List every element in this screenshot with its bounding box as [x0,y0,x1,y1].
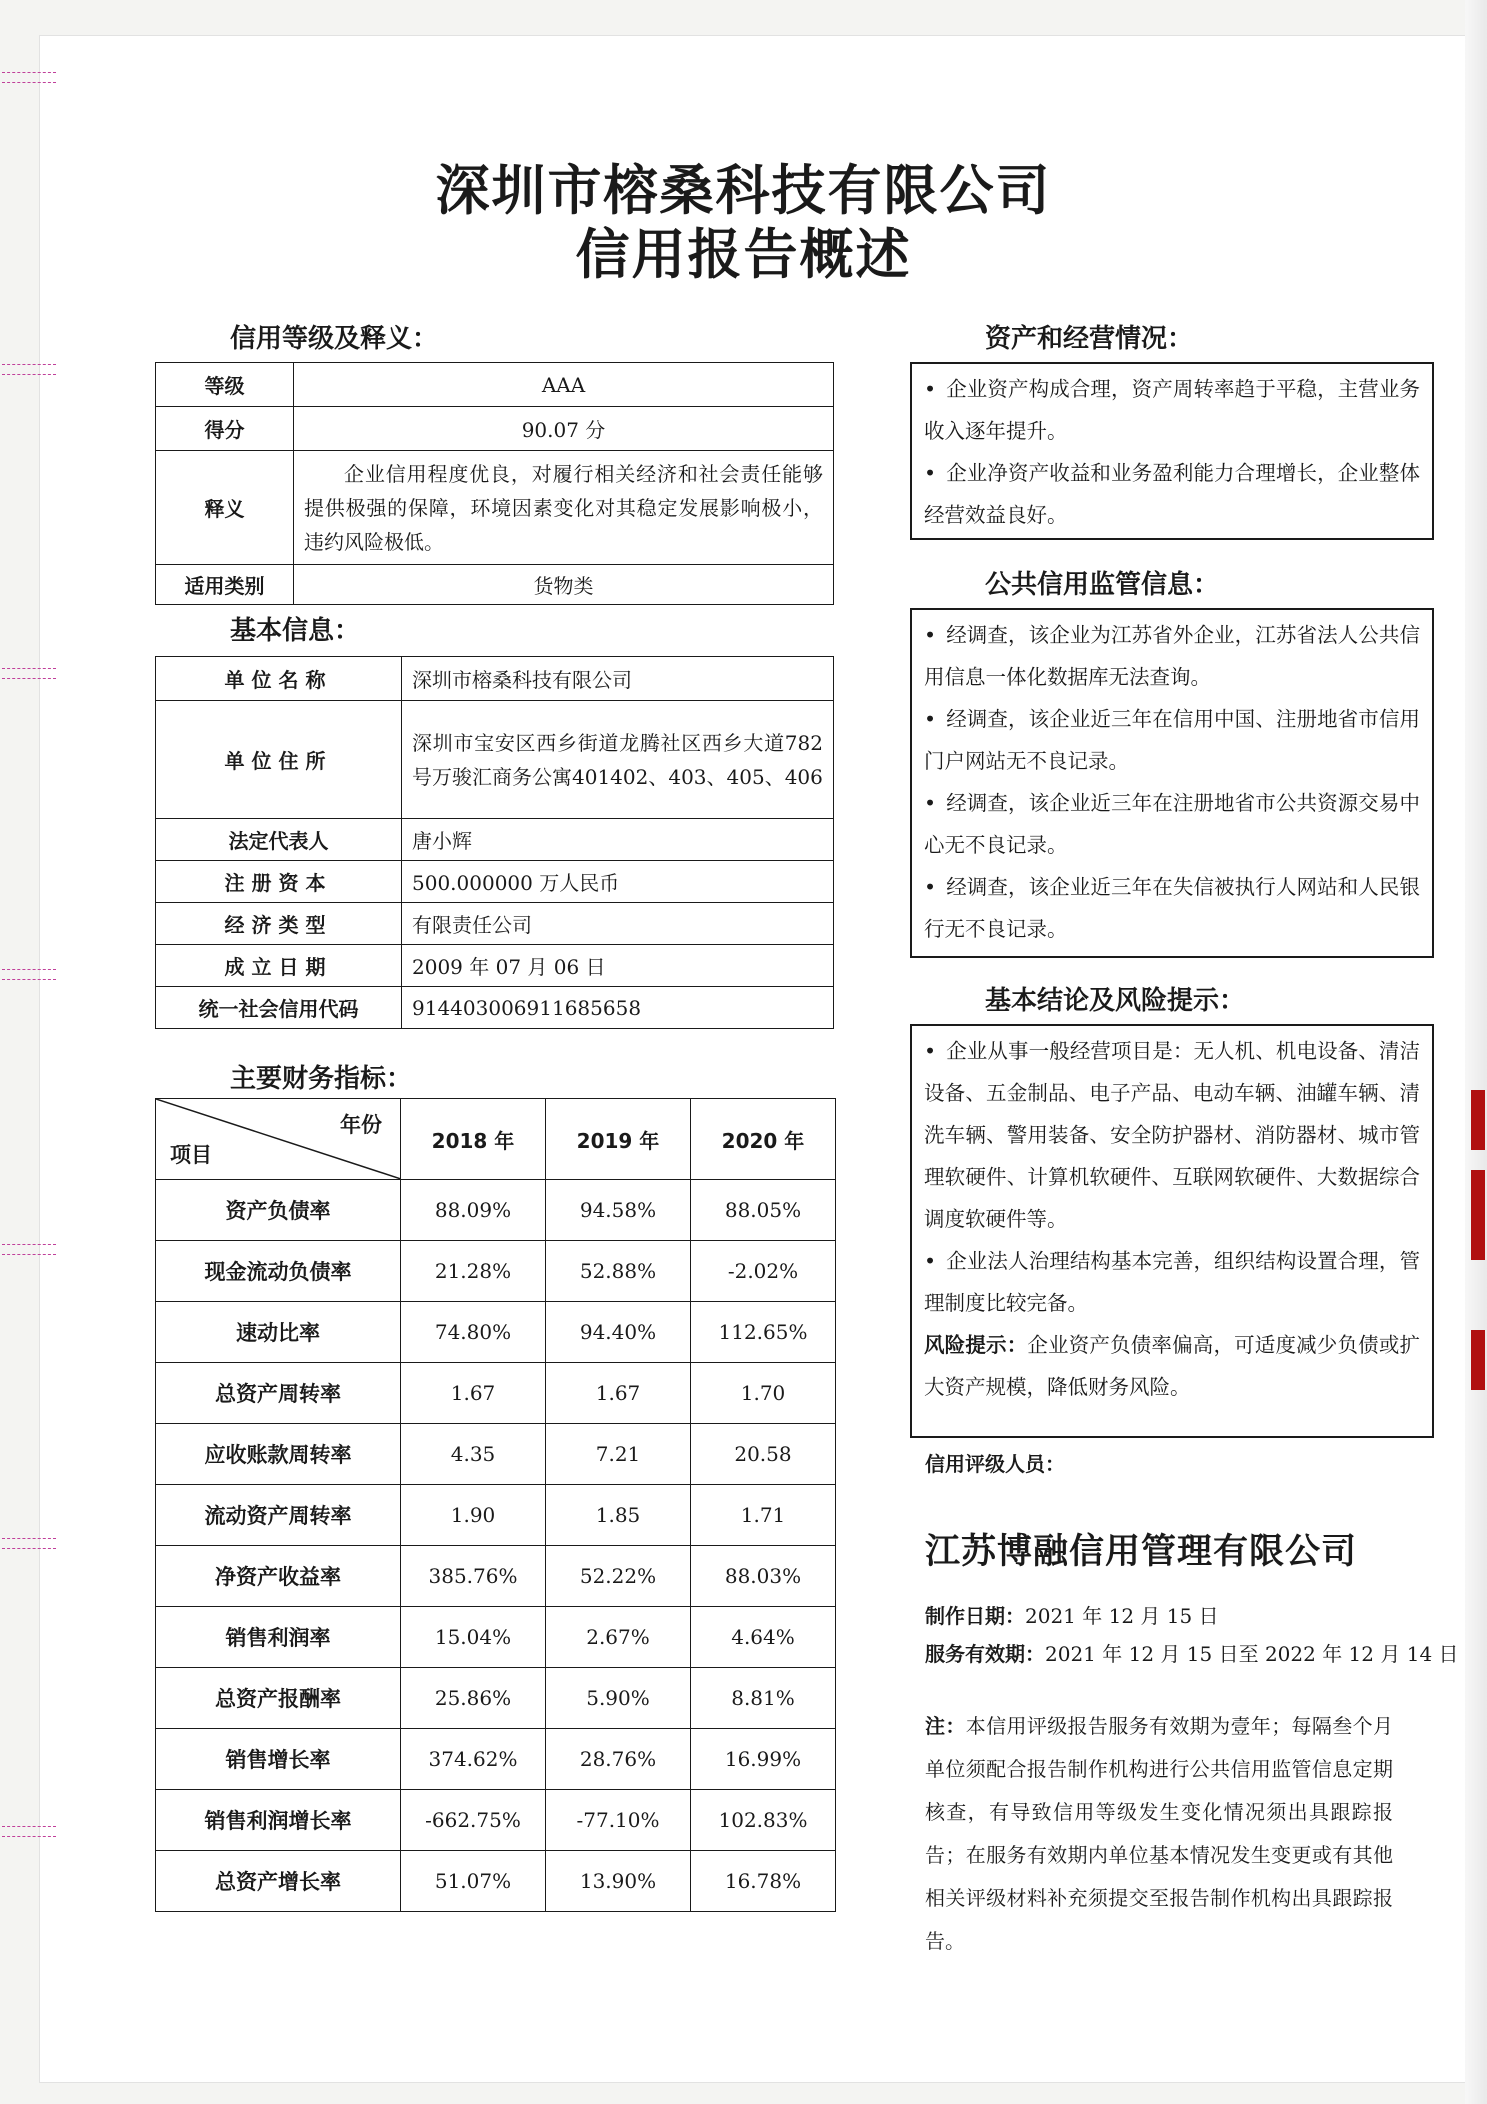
meaning-label: 释义 [156,451,294,565]
table-row [156,1668,836,1729]
validity-line [925,1638,1459,1667]
indicator-value: 88.05% [691,1180,836,1241]
indicator-value: 1.71 [691,1485,836,1546]
year-header: 2020 年 [691,1099,836,1180]
scanner-edge [1465,0,1487,2104]
category-value: 货物类 [294,565,834,605]
public-bullet-1: 经调查，该企业为江苏省外企业，江苏省法人公共信用信息一体化数据库无法查询。 [924,623,1420,689]
indicator-value: 7.21 [546,1424,691,1485]
risk-paragraph [924,1324,1420,1408]
footnote-label: 注： [925,1714,966,1738]
indicator-value: 1.70 [691,1363,836,1424]
indicator-value: 28.76% [546,1729,691,1790]
credit-grade-heading: 信用等级及释义： [230,324,439,354]
indicator-label: 现金流动负债率 [156,1241,401,1302]
capital-label: 注册资本 [156,861,402,903]
year-header: 2019 年 [546,1099,691,1180]
indicator-label: 净资产收益率 [156,1546,401,1607]
indicator-value: 21.28% [401,1241,546,1302]
indicator-value: 25.86% [401,1668,546,1729]
indicator-label: 总资产周转率 [156,1363,401,1424]
indicator-label: 速动比率 [156,1302,401,1363]
table-row [156,1363,836,1424]
table-row [156,1424,836,1485]
table-row [156,1485,836,1546]
meaning-row [156,451,834,565]
credit-grade-table [155,362,834,605]
indicator-value: 51.07% [401,1851,546,1912]
indicator-value: -77.10% [546,1790,691,1851]
footnote [925,1705,1393,1963]
indicator-value: 374.62% [401,1729,546,1790]
category-row [156,565,834,605]
econ-type-value: 有限责任公司 [402,903,834,945]
year-header: 2018 年 [401,1099,546,1180]
indicator-value: 20.58 [691,1424,836,1485]
indicator-value: 1.85 [546,1485,691,1546]
list-item: • 企业资产构成合理，资产周转率趋于平稳，主营业务收入逐年提升。 [924,377,1420,443]
grade-value: AAA [294,363,834,407]
indicator-label: 销售利润率 [156,1607,401,1668]
basic-info-table [155,656,834,1029]
financial-heading: 主要财务指标： [230,1064,413,1094]
basic-row [156,861,834,903]
assets-box [910,362,1434,540]
financial-rows [156,1180,836,1912]
founded-value: 2009 年 07 月 06 日 [402,945,834,987]
indicator-value: 8.81% [691,1668,836,1729]
list-item: • 经调查，该企业近三年在信用中国、注册地省市信用门户网站无不良记录。 [924,707,1420,773]
validity-value: 2021 年 12 月 15 日至 2022 年 12 月 14 日 [1045,1642,1459,1666]
risk-text: 企业资产负债率偏高，可适度减少负债或扩大资产规模，降低财务风险。 [924,1333,1421,1399]
indicator-label: 资产负债率 [156,1180,401,1241]
meaning-value: 企业信用程度优良，对履行相关经济和社会责任能够提供极强的保障，环境因素变化对其稳定发展影响极小，违约风险极低。 [294,451,834,565]
public-bullet-4: 经调查，该企业近三年在失信被执行人网站和人民银行无不良记录。 [924,875,1420,941]
list-item: • 企业净资产收益和业务盈利能力合理增长，企业整体经营效益良好。 [924,461,1420,527]
basic-row [156,701,834,819]
score-row [156,407,834,451]
indicator-value: 4.35 [401,1424,546,1485]
table-row [156,1729,836,1790]
name-value: 深圳市榕桑科技有限公司 [402,657,834,701]
indicator-value: 13.90% [546,1851,691,1912]
basic-row [156,945,834,987]
validity-label: 服务有效期： [925,1642,1045,1666]
diagonal-header-cell [156,1099,401,1180]
punch-hole-margin [0,0,60,2104]
list-item: • 经调查，该企业近三年在失信被执行人网站和人民银行无不良记录。 [924,875,1420,941]
assets-heading: 资产和经营情况： [985,324,1194,354]
indicator-value: 94.40% [546,1302,691,1363]
table-row [156,1607,836,1668]
risk-label: 风险提示： [924,1333,1028,1357]
public-bullet-2: 经调查，该企业近三年在信用中国、注册地省市信用门户网站无不良记录。 [924,707,1420,773]
table-row [156,1180,836,1241]
indicator-value: 74.80% [401,1302,546,1363]
indicator-label: 流动资产周转率 [156,1485,401,1546]
raters-label: 信用评级人员： [925,1452,1065,1476]
legal-rep-label: 法定代表人 [156,819,402,861]
capital-value: 500.000000 万人民币 [402,861,834,903]
footnote-text: 本信用评级报告服务有效期为壹年；每隔叁个月单位须配合报告制作机构进行公共信用监管信息定期核查，有导致信用等级发生变化情况须出具跟踪报告；在服务有效期内单位基本情况发生变更或有其他相关评级材料补充须提交至报告制作机构出具跟踪报告。 [925,1714,1394,1953]
public-credit-heading: 公共信用监管信息： [985,570,1220,600]
founded-label: 成立日期 [156,945,402,987]
report-title-line1: 深圳市榕桑科技有限公司 [435,158,1052,222]
basic-info-heading: 基本信息： [230,616,361,646]
table-row [156,1546,836,1607]
econ-type-label: 经济类型 [156,903,402,945]
score-value: 90.07 分 [294,407,834,451]
list-item: • 企业法人治理结构基本完善，组织结构设置合理，管理制度比较完备。 [924,1249,1420,1315]
indicator-value: 1.90 [401,1485,546,1546]
issuer-company: 江苏博融信用管理有限公司 [925,1532,1358,1572]
indicator-value: 1.67 [546,1363,691,1424]
indicator-value: 1.67 [401,1363,546,1424]
list-item: • 企业从事一般经营项目是：无人机、机电设备、清洁设备、五金制品、电子产品、电动车辆、油罐车辆、清洗车辆、警用装备、安全防护器材、消防器材、城市管理软硬件、计算机软硬件、互联网软硬件、大数据综合调度软硬件等。 [924,1039,1420,1231]
indicator-value: 4.64% [691,1607,836,1668]
conclusion-heading: 基本结论及风险提示： [985,986,1246,1016]
indicator-value: -2.02% [691,1241,836,1302]
indicator-label: 总资产增长率 [156,1851,401,1912]
indicator-value: 16.99% [691,1729,836,1790]
report-title-line2: 信用报告概述 [575,222,912,286]
indicator-value: 52.88% [546,1241,691,1302]
made-date-line [925,1600,1219,1629]
table-row [156,1790,836,1851]
address-label: 单位住所 [156,701,402,819]
made-date-label: 制作日期： [925,1604,1025,1628]
indicator-value: 15.04% [401,1607,546,1668]
indicator-label: 销售利润增长率 [156,1790,401,1851]
indicator-value: 385.76% [401,1546,546,1607]
score-label: 得分 [156,407,294,451]
indicator-value: 88.03% [691,1546,836,1607]
address-value: 深圳市宝安区西乡街道龙腾社区西乡大道782号万骏汇商务公寓401402、403、405、406 [402,701,834,819]
public-bullet-3: 经调查，该企业近三年在注册地省市公共资源交易中心无不良记录。 [924,791,1420,857]
indicator-label: 应收账款周转率 [156,1424,401,1485]
assets-bullet-2: 企业净资产收益和业务盈利能力合理增长，企业整体经营效益良好。 [924,461,1420,527]
financial-header-row [156,1099,836,1180]
header-year-label: 年份 [340,1113,382,1137]
legal-rep-value: 唐小辉 [402,819,834,861]
made-date-value: 2021 年 12 月 15 日 [1025,1604,1219,1628]
indicator-label: 总资产报酬率 [156,1668,401,1729]
grade-label: 等级 [156,363,294,407]
table-row [156,1302,836,1363]
indicator-value: 2.67% [546,1607,691,1668]
table-row [156,1241,836,1302]
assets-bullet-1: 企业资产构成合理，资产周转率趋于平稳，主营业务收入逐年提升。 [924,377,1420,443]
basic-row [156,819,834,861]
public-credit-box [910,608,1434,958]
list-item: • 经调查，该企业为江苏省外企业，江苏省法人公共信用信息一体化数据库无法查询。 [924,623,1420,689]
credit-code-value: 91440300691168565​8 [402,987,834,1029]
indicator-value: 88.09% [401,1180,546,1241]
table-row [156,1851,836,1912]
conclusion-bullet-2: 企业法人治理结构基本完善，组织结构设置合理，管理制度比较完备。 [924,1249,1420,1315]
basic-row [156,987,834,1029]
conclusion-box [910,1024,1434,1438]
basic-row [156,657,834,701]
indicator-value: 112.65% [691,1302,836,1363]
category-label: 适用类别 [156,565,294,605]
indicator-value: -662.75% [401,1790,546,1851]
indicator-value: 16.78% [691,1851,836,1912]
indicator-value: 102.83% [691,1790,836,1851]
name-label: 单位名称 [156,657,402,701]
basic-row [156,903,834,945]
indicator-value: 5.90% [546,1668,691,1729]
conclusion-bullet-1: 企业从事一般经营项目是：无人机、机电设备、清洁设备、五金制品、电子产品、电动车辆、油罐车辆、清洗车辆、警用装备、安全防护器材、消防器材、城市管理软硬件、计算机软硬件、互联网软硬件、大数据综合调度软硬件等。 [924,1039,1420,1231]
header-item-label: 项目 [170,1143,212,1167]
indicator-label: 销售增长率 [156,1729,401,1790]
credit-code-label: 统一社会信用代码 [156,987,402,1029]
grade-row [156,363,834,407]
financial-table [155,1098,836,1912]
indicator-value: 94.58% [546,1180,691,1241]
list-item: • 经调查，该企业近三年在注册地省市公共资源交易中心无不良记录。 [924,791,1420,857]
indicator-value: 52.22% [546,1546,691,1607]
